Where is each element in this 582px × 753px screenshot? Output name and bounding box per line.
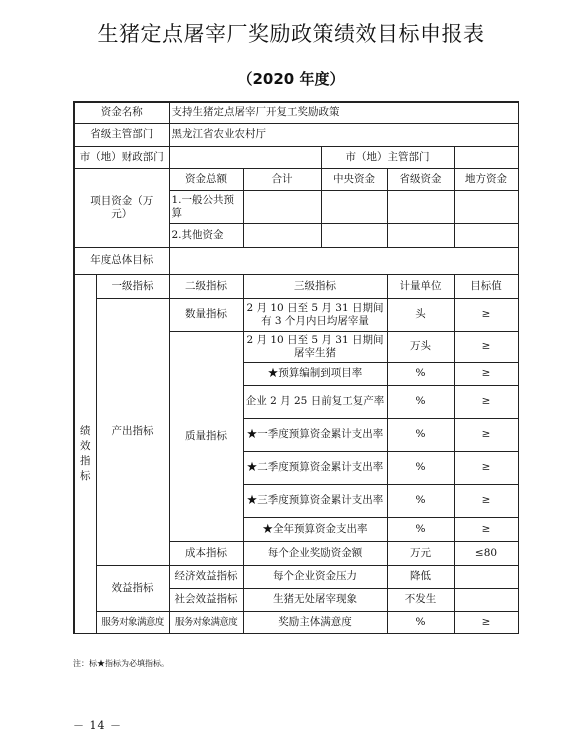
indicator-name: 2 月 10 日至 5 月 31 日期间有 3 个月内日均屠宰量 <box>243 298 387 331</box>
indicator-name: 企业 2 月 25 日前复工复产率 <box>243 385 387 418</box>
indicator-unit: 不发生 <box>387 588 454 611</box>
city-dept-value <box>454 146 518 168</box>
performance-target-table <box>73 101 519 634</box>
indicator-target: ≥ <box>454 298 518 331</box>
indicator-target: ≥ <box>454 418 518 451</box>
output-indicators-label: 产出指标 <box>96 298 169 565</box>
public-budget-label: 1.一般公共预算 <box>169 190 243 223</box>
indicator-target: ≥ <box>454 331 518 362</box>
province-funds-label: 省级资金 <box>387 168 454 190</box>
cost-indicators-label: 成本指标 <box>169 541 243 565</box>
other-funds-label: 2.其他资金 <box>169 223 243 247</box>
indicator-name: ★一季度预算资金累计支出率 <box>243 418 387 451</box>
indicator-target: ≥ <box>454 362 518 385</box>
indicator-unit: % <box>387 611 454 633</box>
fund-name-value: 支持生猪定点屠宰厂开复工奖励政策 <box>169 102 518 123</box>
indicator-target: ≥ <box>454 484 518 517</box>
indicator-name: ★预算编制到项目率 <box>243 362 387 385</box>
indicator-unit: 降低 <box>387 565 454 588</box>
public-budget-province <box>387 190 454 223</box>
page-number: － 14 － <box>73 719 122 732</box>
indicator-target: ≥ <box>454 451 518 484</box>
quantity-indicators-label: 数量指标 <box>169 298 243 331</box>
indicator-target <box>454 565 518 588</box>
indicator-name: ★三季度预算资金累计支出率 <box>243 484 387 517</box>
indicator-unit: 头 <box>387 298 454 331</box>
form-title: 生猪定点屠宰厂奖励政策绩效目标申报表 <box>97 22 485 46</box>
central-funds-label: 中央资金 <box>321 168 387 190</box>
other-funds-central <box>321 223 387 247</box>
indicator-target <box>454 588 518 611</box>
economic-indicators-label: 经济效益指标 <box>169 565 243 588</box>
province-dept-label: 省级主管部门 <box>74 123 169 146</box>
indicator-unit: % <box>387 451 454 484</box>
project-funds-text: 项目资金（万元） <box>90 194 154 220</box>
satisfaction-sub-label: 服务对象满意度 <box>169 611 243 633</box>
unit-header: 计量单位 <box>387 274 454 298</box>
city-dept-label: 市（地）主管部门 <box>321 146 454 168</box>
target-header: 目标值 <box>454 274 518 298</box>
footnote: 注：标★指标为必填指标。 <box>73 659 169 668</box>
social-indicators-label: 社会效益指标 <box>169 588 243 611</box>
local-funds-label: 地方资金 <box>454 168 518 190</box>
indicator-unit: % <box>387 385 454 418</box>
public-budget-total <box>243 190 321 223</box>
indicator-name: ★全年预算资金支出率 <box>243 517 387 541</box>
project-funds-label <box>74 168 169 247</box>
level3-header: 三级指标 <box>243 274 387 298</box>
fund-total-label: 资金总额 <box>169 168 243 190</box>
fund-name-label: 资金名称 <box>74 102 169 123</box>
satisfaction-indicators-label: 服务对象满意度 <box>96 611 169 633</box>
indicator-name: 2 月 10 日至 5 月 31 日期间屠宰生猪 <box>243 331 387 362</box>
level1-header: 一级指标 <box>96 274 169 298</box>
indicator-name: 奖励主体满意度 <box>243 611 387 633</box>
indicator-target: ≤80 <box>454 541 518 565</box>
indicator-name: ★二季度预算资金累计支出率 <box>243 451 387 484</box>
annual-goal-value <box>169 247 518 274</box>
indicator-unit: % <box>387 418 454 451</box>
indicator-target: ≥ <box>454 517 518 541</box>
level2-header: 二级指标 <box>169 274 243 298</box>
indicator-unit: % <box>387 362 454 385</box>
other-funds-total <box>243 223 321 247</box>
city-finance-label: 市（地）财政部门 <box>74 146 169 168</box>
annual-goal-label: 年度总体目标 <box>74 247 169 274</box>
performance-indicators-label <box>74 274 96 633</box>
performance-indicators-text: 绩效指标 <box>80 424 91 482</box>
benefit-indicators-label: 效益指标 <box>96 565 169 611</box>
indicator-target: ≥ <box>454 385 518 418</box>
indicator-name: 每个企业奖励资金额 <box>243 541 387 565</box>
indicator-unit: % <box>387 517 454 541</box>
other-funds-local <box>454 223 518 247</box>
public-budget-central <box>321 190 387 223</box>
public-budget-local <box>454 190 518 223</box>
indicator-unit: 万头 <box>387 331 454 362</box>
indicator-unit: % <box>387 484 454 517</box>
indicator-unit: 万元 <box>387 541 454 565</box>
province-dept-value: 黑龙江省农业农村厅 <box>169 123 518 146</box>
indicator-target: ≥ <box>454 611 518 633</box>
other-funds-province <box>387 223 454 247</box>
quality-indicators-label: 质量指标 <box>169 331 243 541</box>
total-label: 合计 <box>243 168 321 190</box>
indicator-name: 生猪无处屠宰现象 <box>243 588 387 611</box>
indicator-name: 每个企业资金压力 <box>243 565 387 588</box>
city-finance-value <box>169 146 321 168</box>
form-year: （2020 年度） <box>237 70 345 88</box>
